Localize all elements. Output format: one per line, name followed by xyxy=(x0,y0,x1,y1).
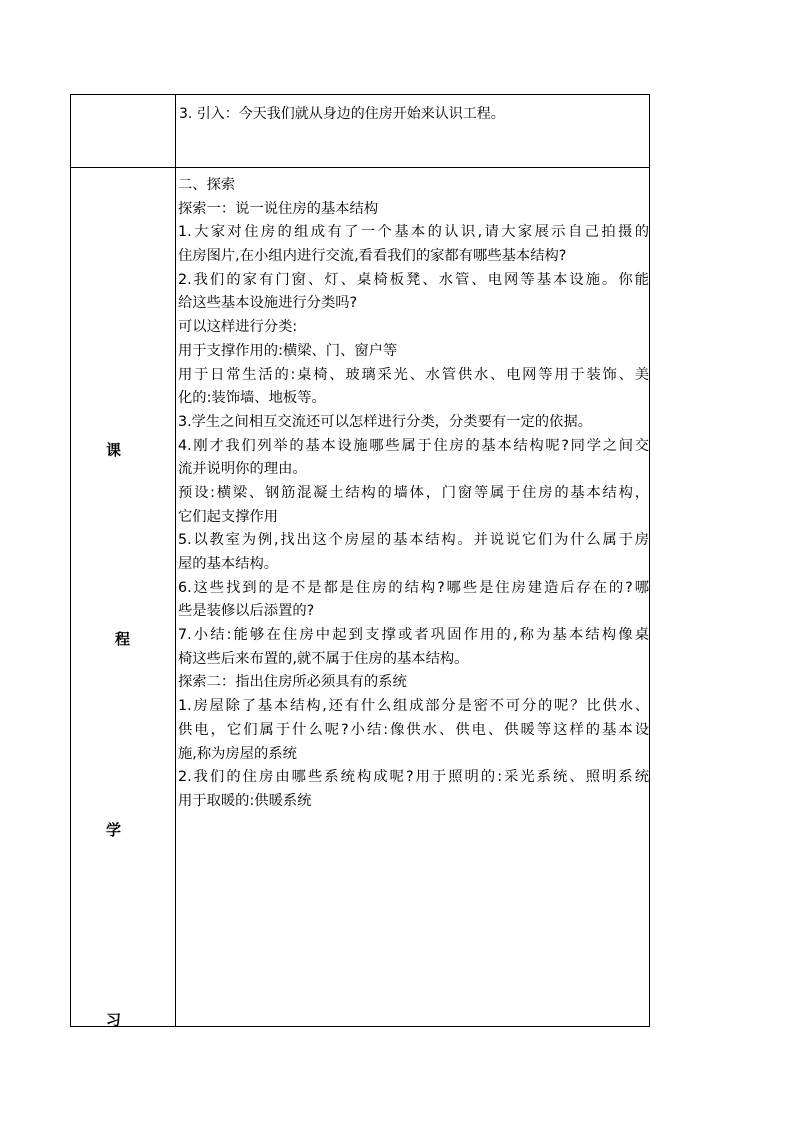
learning-process-content-cell xyxy=(176,168,650,1027)
content-line: 化的:装饰墙、地板等。 xyxy=(178,390,326,407)
side-label-char: 课 xyxy=(106,441,122,459)
content-line: 椅这些后来布置的,就不属于住房的基本结构。 xyxy=(178,650,469,667)
intro-content-cell xyxy=(176,95,650,168)
content-line: 探索二：指出住房所必须具有的系统 xyxy=(178,674,407,691)
side-label-char: 习 xyxy=(106,1011,122,1029)
content-line: 给这些基本设施进行分类吗? xyxy=(178,295,358,312)
content-line: 5.以教室为例,找出这个房屋的基本结构。并说说它们为什么属于房 xyxy=(178,532,649,549)
content-line: 3.学生之间相互交流还可以怎样进行分类，分类要有一定的依据。 xyxy=(178,413,592,430)
side-label-char: 学 xyxy=(106,821,122,839)
intro-text: 3. 引入：今天我们就从身边的住房开始来认识工程。 xyxy=(179,106,505,122)
content-line: 施,称为房屋的系统 xyxy=(178,745,297,762)
content-line: 2.我们的住房由哪些系统构成呢?用于照明的:采光系统、照明系统 xyxy=(178,769,649,786)
learning-process-label-cell xyxy=(71,168,176,1027)
content-line: 供电，它们属于什么呢?小结:像供水、供电、供暖等这样的基本设 xyxy=(178,721,649,738)
content-line: 屋的基本结构。 xyxy=(178,556,279,572)
content-line: 它们起支撑作用 xyxy=(178,508,279,525)
content-line: 4.刚才我们列举的基本设施哪些属于住房的基本结构呢?同学之间交 xyxy=(178,437,649,454)
content-line: 二、探索 xyxy=(178,177,236,193)
content-lines xyxy=(176,168,649,814)
content-line: 用于取暖的:供暖系统 xyxy=(178,792,312,809)
content-line: 探索一：说一说住房的基本结构 xyxy=(178,200,379,217)
content-line: 7.小结:能够在住房中起到支撑或者巩固作用的,称为基本结构像桌 xyxy=(178,627,649,644)
content-line: 可以这样进行分类: xyxy=(178,319,298,336)
content-line: 6.这些找到的是不是都是住房的结构?哪些是住房建造后存在的?哪 xyxy=(178,579,649,596)
content-line: 些是装修以后添置的? xyxy=(178,603,315,620)
content-line: 1.大家对住房的组成有了一个基本的认识,请大家展示自己拍摄的 xyxy=(178,224,649,241)
learning-process-row xyxy=(71,168,650,1027)
intro-row xyxy=(71,95,650,168)
content-line: 流并说明你的理由。 xyxy=(178,461,307,478)
lesson-plan-table xyxy=(70,94,650,1027)
content-line: 2.我们的家有门窗、灯、桌椅板凳、水管、电网等基本设施。你能 xyxy=(178,271,649,288)
content-line: 预设:横梁、钢筋混凝土结构的墙体，门窗等属于住房的基本结构， xyxy=(178,484,649,501)
content-line: 住房图片,在小组内进行交流,看看我们的家都有哪些基本结构? xyxy=(178,248,567,265)
content-line: 用于日常生活的:桌椅、玻璃采光、水管供水、电网等用于装饰、美 xyxy=(178,366,649,383)
side-label-char: 程 xyxy=(115,630,131,648)
content-line: 1.房屋除了基本结构,还有什么组成部分是密不可分的呢？比供水、 xyxy=(178,698,649,715)
intro-side-cell xyxy=(71,95,176,168)
content-line: 用于支撑作用的:横梁、门、窗户等 xyxy=(178,342,398,359)
